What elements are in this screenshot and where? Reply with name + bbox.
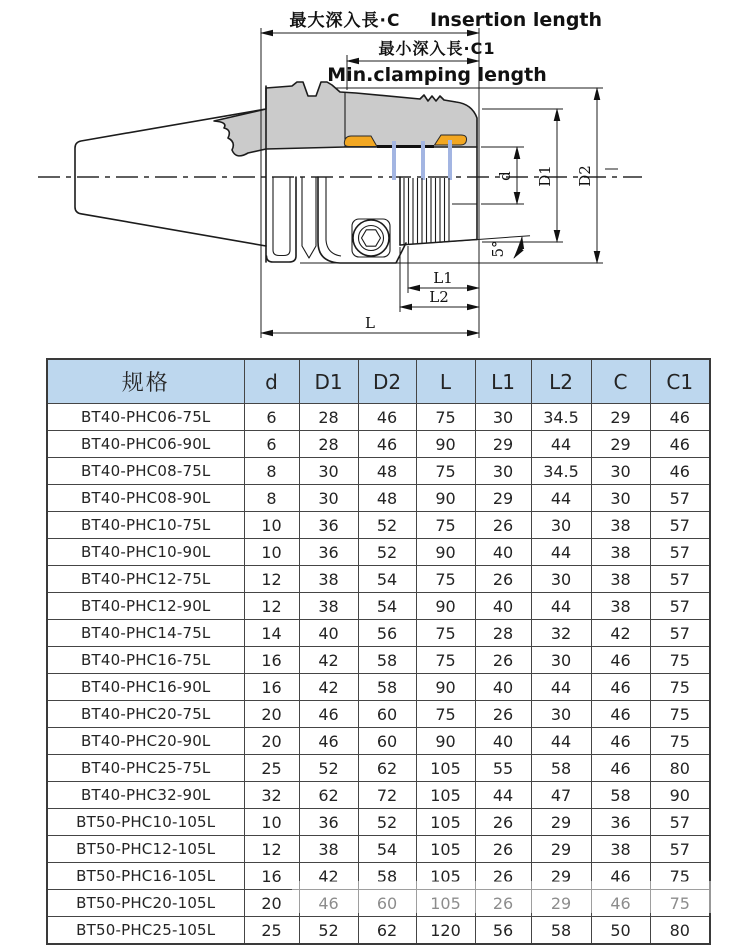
table-row: [47, 836, 710, 863]
spec-value-cell: 50: [591, 917, 650, 945]
spec-value-cell: 90: [416, 431, 475, 458]
hex-socket-icon: [362, 230, 381, 246]
spec-value-cell: 58: [358, 674, 416, 701]
spec-value-cell: 44: [531, 674, 591, 701]
spec-value-cell: 44: [531, 728, 591, 755]
spec-value-cell: 8: [244, 458, 299, 485]
spec-value-cell: 16: [244, 674, 299, 701]
spec-value-cell: 30: [531, 647, 591, 674]
spec-value-cell: 62: [299, 782, 358, 809]
spec-value-cell: 26: [475, 512, 531, 539]
spec-value-cell: 48: [358, 485, 416, 512]
spec-value-cell: 44: [475, 782, 531, 809]
spec-value-cell: 10: [244, 539, 299, 566]
spec-model-cell: BT50-PHC12-105L: [47, 836, 244, 863]
spec-value-cell: 30: [475, 458, 531, 485]
spec-value-cell: 29: [475, 431, 531, 458]
spec-value-cell: 25: [244, 755, 299, 782]
spec-value-cell: 57: [650, 593, 710, 620]
spec-value-cell: 36: [591, 809, 650, 836]
dim-label-L2: L2: [429, 288, 449, 306]
clamping-nut-grooves: [400, 177, 477, 245]
spec-value-cell: 57: [650, 566, 710, 593]
spec-value-cell: 105: [416, 863, 475, 890]
spec-value-cell: 52: [358, 512, 416, 539]
spec-value-cell: 46: [650, 458, 710, 485]
spec-value-cell: 46: [591, 890, 650, 917]
spec-value-cell: 6: [244, 431, 299, 458]
spec-value-cell: 34.5: [531, 458, 591, 485]
table-row: [47, 512, 710, 539]
spec-model-cell: BT40-PHC06-75L: [47, 404, 244, 431]
spec-value-cell: 36: [299, 539, 358, 566]
insertion-length-label-en: Insertion length: [429, 9, 603, 31]
spec-value-cell: 42: [299, 647, 358, 674]
spec-model-cell: BT40-PHC32-90L: [47, 782, 244, 809]
spec-value-cell: 105: [416, 755, 475, 782]
spec-value-cell: 75: [650, 890, 710, 917]
spec-model-cell: BT40-PHC10-90L: [47, 539, 244, 566]
col-header-L: L: [416, 359, 475, 404]
spec-value-cell: 75: [650, 863, 710, 890]
spec-value-cell: 90: [416, 485, 475, 512]
spec-value-cell: 58: [358, 647, 416, 674]
spec-value-cell: 120: [416, 917, 475, 945]
spec-value-cell: 75: [416, 566, 475, 593]
spec-value-cell: 29: [591, 431, 650, 458]
col-header-D1: D1: [299, 359, 358, 404]
spec-value-cell: 38: [299, 593, 358, 620]
spec-value-cell: 75: [416, 647, 475, 674]
spec-model-cell: BT50-PHC10-105L: [47, 809, 244, 836]
spec-value-cell: 105: [416, 836, 475, 863]
spec-value-cell: 46: [591, 674, 650, 701]
spec-value-cell: 40: [475, 728, 531, 755]
spec-value-cell: 12: [244, 566, 299, 593]
col-header-D2: D2: [358, 359, 416, 404]
table-row: [47, 647, 710, 674]
spec-value-cell: 36: [299, 809, 358, 836]
spec-model-cell: BT50-PHC20-105L: [47, 890, 244, 917]
hex-socket-screw: [352, 219, 390, 257]
spec-value-cell: 6: [244, 404, 299, 431]
col-header-C: C: [591, 359, 650, 404]
table-row: [47, 458, 710, 485]
dim-label-angle: 5°: [489, 240, 507, 258]
spec-model-cell: BT50-PHC25-105L: [47, 917, 244, 945]
table-row: [47, 404, 710, 431]
spec-value-cell: 14: [244, 620, 299, 647]
spec-model-cell: BT40-PHC16-90L: [47, 674, 244, 701]
spec-value-cell: 80: [650, 755, 710, 782]
col-header-d: d: [244, 359, 299, 404]
table-row: [47, 566, 710, 593]
spec-value-cell: 105: [416, 809, 475, 836]
spec-value-cell: 42: [591, 620, 650, 647]
spec-value-cell: 46: [650, 431, 710, 458]
flange-ring-inner: [273, 177, 290, 256]
spec-model-cell: BT40-PHC20-75L: [47, 701, 244, 728]
spec-value-cell: 46: [358, 404, 416, 431]
spec-value-cell: 12: [244, 836, 299, 863]
spec-value-cell: 46: [650, 404, 710, 431]
spec-value-cell: 75: [416, 512, 475, 539]
table-row: [47, 485, 710, 512]
dim-label-L: L: [365, 314, 375, 332]
spec-value-cell: 57: [650, 620, 710, 647]
spec-value-cell: 46: [299, 728, 358, 755]
spec-value-cell: 30: [531, 566, 591, 593]
spec-value-cell: 46: [358, 431, 416, 458]
spec-value-cell: 40: [475, 674, 531, 701]
spec-value-cell: 42: [299, 863, 358, 890]
spec-value-cell: 75: [650, 674, 710, 701]
spec-value-cell: 52: [358, 809, 416, 836]
spec-model-cell: BT40-PHC06-90L: [47, 431, 244, 458]
spec-value-cell: 26: [475, 809, 531, 836]
table-row: [47, 701, 710, 728]
flange-ring-outer: [267, 177, 297, 262]
spec-value-cell: 26: [475, 836, 531, 863]
table-row: [47, 431, 710, 458]
spec-value-cell: 28: [475, 620, 531, 647]
spec-value-cell: 20: [244, 728, 299, 755]
toolholder-section-drawing: [0, 0, 750, 356]
spec-value-cell: 52: [299, 755, 358, 782]
spec-value-cell: 8: [244, 485, 299, 512]
spec-value-cell: 60: [358, 701, 416, 728]
spec-value-cell: 44: [531, 539, 591, 566]
spec-model-cell: BT40-PHC20-90L: [47, 728, 244, 755]
spec-value-cell: 38: [591, 836, 650, 863]
spec-value-cell: 12: [244, 593, 299, 620]
spec-value-cell: 16: [244, 863, 299, 890]
col-header-L1: L1: [475, 359, 531, 404]
spec-value-cell: 30: [591, 485, 650, 512]
spec-value-cell: 29: [531, 863, 591, 890]
spec-model-cell: BT40-PHC08-75L: [47, 458, 244, 485]
dim-label-D1: D1: [536, 165, 554, 187]
spec-value-cell: 72: [358, 782, 416, 809]
spec-model-cell: BT40-PHC25-75L: [47, 755, 244, 782]
spec-value-cell: 75: [650, 701, 710, 728]
spec-value-cell: 29: [531, 836, 591, 863]
spec-value-cell: 75: [416, 458, 475, 485]
spec-value-cell: 47: [531, 782, 591, 809]
spec-model-cell: BT40-PHC16-75L: [47, 647, 244, 674]
spec-value-cell: 30: [299, 458, 358, 485]
spec-value-cell: 48: [358, 458, 416, 485]
spec-value-cell: 26: [475, 890, 531, 917]
spec-value-cell: 80: [650, 917, 710, 945]
spec-value-cell: 75: [650, 647, 710, 674]
spec-value-cell: 58: [531, 917, 591, 945]
spec-value-cell: 40: [475, 539, 531, 566]
spec-value-cell: 90: [650, 782, 710, 809]
spec-value-cell: 46: [299, 701, 358, 728]
spec-value-cell: 57: [650, 836, 710, 863]
spec-value-cell: 28: [299, 404, 358, 431]
spec-value-cell: 52: [358, 539, 416, 566]
spec-value-cell: 57: [650, 539, 710, 566]
spec-value-cell: 90: [416, 674, 475, 701]
spec-model-cell: BT50-PHC16-105L: [47, 863, 244, 890]
spec-value-cell: 10: [244, 512, 299, 539]
spec-value-cell: 40: [299, 620, 358, 647]
spec-value-cell: 56: [358, 620, 416, 647]
spec-value-cell: 60: [358, 728, 416, 755]
table-row: [47, 863, 710, 890]
spec-value-cell: 52: [299, 917, 358, 945]
spec-value-cell: 32: [244, 782, 299, 809]
spec-value-cell: 46: [591, 755, 650, 782]
spec-value-cell: 75: [650, 728, 710, 755]
spec-value-cell: 90: [416, 728, 475, 755]
spec-model-cell: BT40-PHC12-90L: [47, 593, 244, 620]
spec-value-cell: 90: [416, 539, 475, 566]
spec-value-cell: 46: [591, 647, 650, 674]
table-row: [47, 539, 710, 566]
table-row: [47, 674, 710, 701]
spec-value-cell: 42: [299, 674, 358, 701]
min-clamp-label-cn: 最小深入長·C1: [378, 39, 496, 58]
table-row: [47, 809, 710, 836]
body-block-inner-corner: [326, 177, 341, 256]
spec-value-cell: 29: [531, 809, 591, 836]
body-block-outline: [318, 177, 406, 263]
spec-value-cell: 57: [650, 809, 710, 836]
spec-value-cell: 58: [358, 863, 416, 890]
table-row: [47, 755, 710, 782]
table-row: [47, 593, 710, 620]
spec-value-cell: 20: [244, 890, 299, 917]
spec-value-cell: 75: [416, 404, 475, 431]
table-header-row: [47, 359, 710, 404]
spec-value-cell: 30: [591, 458, 650, 485]
dim-label-d: d: [496, 171, 514, 181]
spec-value-cell: 60: [358, 890, 416, 917]
spec-value-cell: 32: [531, 620, 591, 647]
spec-value-cell: 20: [244, 701, 299, 728]
spec-value-cell: 34.5: [531, 404, 591, 431]
spec-value-cell: 38: [591, 539, 650, 566]
table-row: [47, 917, 710, 945]
spec-table: [46, 358, 711, 945]
spec-value-cell: 46: [299, 890, 358, 917]
technical-drawing: [0, 0, 750, 356]
spec-value-cell: 44: [531, 593, 591, 620]
spec-value-cell: 44: [531, 485, 591, 512]
spec-value-cell: 30: [299, 485, 358, 512]
spec-value-cell: 29: [475, 485, 531, 512]
flange-vgroove-band: [302, 177, 316, 258]
spec-value-cell: 25: [244, 917, 299, 945]
spec-value-cell: 40: [475, 593, 531, 620]
table-row: [47, 620, 710, 647]
spec-value-cell: 54: [358, 593, 416, 620]
spec-value-cell: 62: [358, 755, 416, 782]
spec-value-cell: 105: [416, 782, 475, 809]
spec-value-cell: 55: [475, 755, 531, 782]
spec-value-cell: 26: [475, 863, 531, 890]
spec-value-cell: 26: [475, 566, 531, 593]
spec-value-cell: 30: [531, 512, 591, 539]
spec-model-cell: BT40-PHC14-75L: [47, 620, 244, 647]
spec-value-cell: 44: [531, 431, 591, 458]
spec-value-cell: 90: [416, 593, 475, 620]
spec-value-cell: 105: [416, 890, 475, 917]
spec-value-cell: 38: [299, 566, 358, 593]
spec-value-cell: 38: [591, 593, 650, 620]
spec-value-cell: 75: [416, 701, 475, 728]
table-row: [47, 890, 710, 917]
spec-value-cell: 58: [531, 755, 591, 782]
spec-value-cell: 46: [591, 728, 650, 755]
spec-value-cell: 54: [358, 836, 416, 863]
spec-value-cell: 26: [475, 701, 531, 728]
spec-value-cell: 38: [591, 566, 650, 593]
spec-value-cell: 26: [475, 647, 531, 674]
spec-value-cell: 46: [591, 701, 650, 728]
spec-value-cell: 16: [244, 647, 299, 674]
coolant-slot-left: [344, 136, 377, 147]
min-clamp-label-en: Min.clamping length: [327, 64, 547, 86]
spec-value-cell: 10: [244, 809, 299, 836]
spec-value-cell: 58: [591, 782, 650, 809]
spec-value-cell: 30: [475, 404, 531, 431]
table-row: [47, 782, 710, 809]
spec-value-cell: 29: [531, 890, 591, 917]
spec-value-cell: 62: [358, 917, 416, 945]
spec-value-cell: 28: [299, 431, 358, 458]
dim-label-D2: D2: [576, 165, 594, 187]
dim-label-L1: L1: [433, 269, 453, 287]
spec-model-cell: BT40-PHC12-75L: [47, 566, 244, 593]
spec-model-cell: BT40-PHC08-90L: [47, 485, 244, 512]
spec-value-cell: 38: [591, 512, 650, 539]
col-header-L2: L2: [531, 359, 591, 404]
spec-value-cell: 57: [650, 512, 710, 539]
col-header-spec: 规格: [47, 359, 244, 404]
spec-value-cell: 57: [650, 485, 710, 512]
spec-value-cell: 30: [531, 701, 591, 728]
spec-value-cell: 46: [591, 863, 650, 890]
insertion-length-label-cn: 最大深入長·C: [289, 11, 401, 31]
table-row: [47, 728, 710, 755]
spec-value-cell: 54: [358, 566, 416, 593]
spec-value-cell: 75: [416, 620, 475, 647]
spec-model-cell: BT40-PHC10-75L: [47, 512, 244, 539]
spec-value-cell: 38: [299, 836, 358, 863]
col-header-C1: C1: [650, 359, 710, 404]
spec-value-cell: 29: [591, 404, 650, 431]
spec-value-cell: 56: [475, 917, 531, 945]
spec-value-cell: 36: [299, 512, 358, 539]
